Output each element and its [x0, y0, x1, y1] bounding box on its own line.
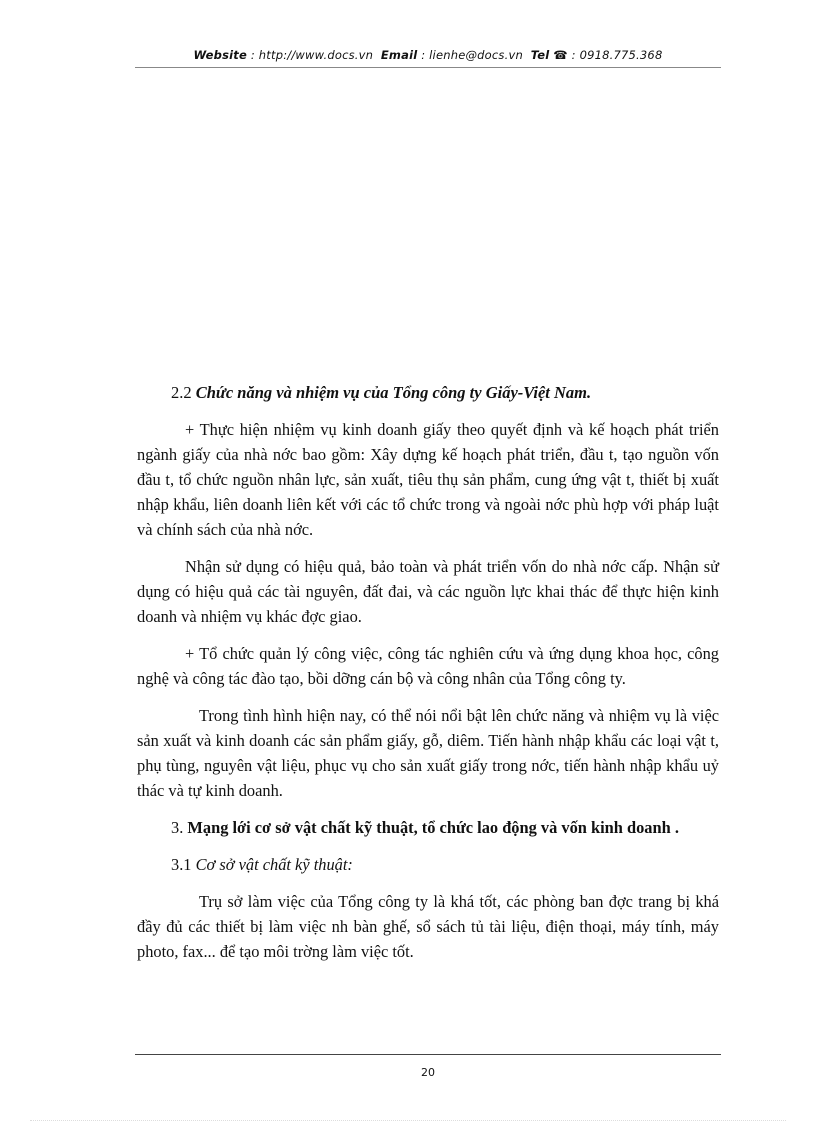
- website-value: : http://www.docs.vn: [250, 48, 374, 62]
- paragraph-3: + Tổ chức quản lý công việc, công tác nghiên cứu và ứng dụng khoa học, công nghệ và công tác đào tạo, bồi dỡng cán bộ và công nhân của Tổng công ty.: [137, 644, 719, 688]
- paragraph-2: Nhận sử dụng có hiệu quả, bảo toàn và phát triển vốn do nhà nớc cấp. Nhận sử dụng có hiệu quả các tài nguyên, đất đai, và các nguồn lực khai thác để thực hiện kinh doanh và nhiệm vụ khác đợc giao.: [137, 557, 719, 626]
- section-2-2-number: 2.2: [171, 383, 192, 402]
- section-3-number: 3.: [171, 818, 184, 837]
- section-3-heading: [137, 815, 719, 840]
- paragraph-4: Trong tình hình hiện nay, có thể nói nổi bật lên chức năng và nhiệm vụ là việc sản xuất và kinh doanh các sản phẩm giấy, gỗ, diêm. Tiến hành nhập khẩu các loại vật t, phụ tùng, nguyên vật liệu, phục vụ cho sản xuất giấy trong nớc, tiến hành nhập khẩu uỷ thác và tự kinh doanh.: [137, 706, 719, 800]
- tel-label: Tel: [530, 48, 550, 62]
- email-label: Email: [380, 48, 418, 62]
- section-3-1-heading: [137, 852, 719, 877]
- header-rule: [135, 67, 721, 68]
- tel-value: : 0918.775.368: [571, 48, 663, 62]
- page-content: [137, 380, 719, 964]
- section-3-title: Mạng lới cơ sở vật chất kỹ thuật, tổ chức lao động và vốn kinh doanh .: [187, 818, 679, 837]
- website-label: Website: [193, 48, 247, 62]
- phone-icon: ☎: [553, 48, 568, 62]
- footer-rule: [135, 1054, 721, 1055]
- paragraph-1: + Thực hiện nhiệm vụ kinh doanh giấy theo quyết định và kế hoạch phát triển ngành giấy của nhà nớc bao gồm: Xây dựng kế hoạch phát triển, đầu t, tạo nguồn vốn đầu t, tổ chức nguồn nhân lực, sản xuất, tiêu thụ sản phẩm, cung ứng vật t, thiết bị xuất nhập khẩu, liên doanh liên kết với các tổ chức trong và ngoài nớc phù hợp với pháp luật và chính sách của nhà nớc.: [137, 420, 719, 539]
- page-edge-dots: [30, 1120, 786, 1121]
- section-2-2-title: Chức năng và nhiệm vụ của Tổng công ty Giấy-Việt Nam.: [195, 383, 592, 402]
- section-2-2-heading: [137, 380, 719, 405]
- page-header: [135, 48, 721, 62]
- section-3-1-title: Cơ sở vật chất kỹ thuật:: [195, 855, 353, 874]
- paragraph-5: Trụ sở làm việc của Tổng công ty là khá tốt, các phòng ban đợc trang bị khá đầy đủ các thiết bị làm việc nh bàn ghế, sổ sách tủ tài liệu, điện thoại, máy tính, máy photo, fax... để tạo môi trờng làm việc tốt.: [137, 892, 719, 961]
- email-value: : lienhe@docs.vn: [421, 48, 523, 62]
- page-number: 20: [421, 1066, 435, 1079]
- section-3-1-number: 3.1: [171, 855, 192, 874]
